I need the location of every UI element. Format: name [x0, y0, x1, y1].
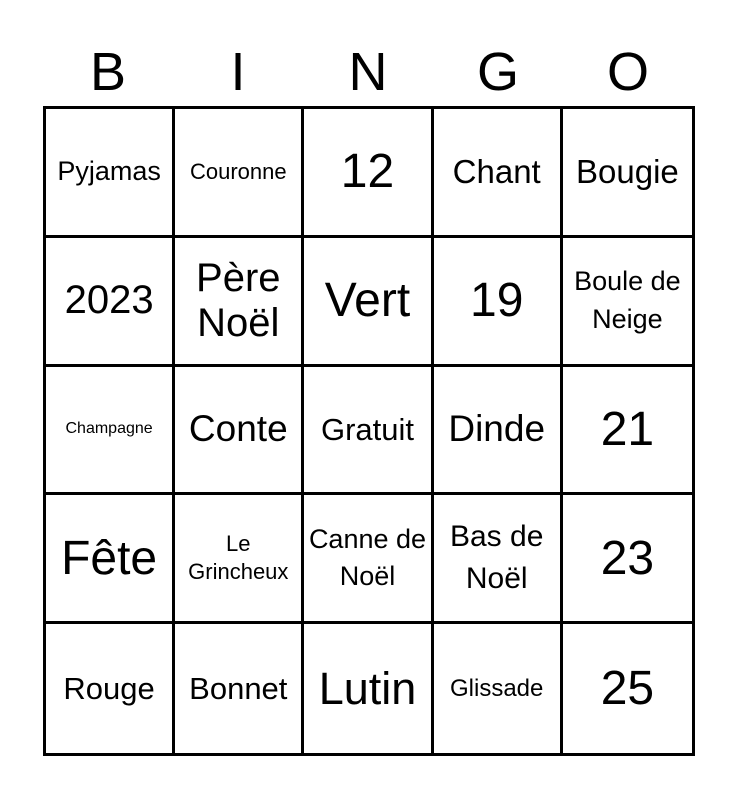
header-letter-b: B [89, 42, 127, 102]
bingo-cell-r3c1[interactable]: Champagne [46, 367, 175, 496]
header-letter-g: G [476, 42, 519, 102]
bingo-cell-r1c2[interactable]: Couronne [175, 109, 304, 238]
bingo-header [43, 40, 695, 104]
bingo-cell-r5c2[interactable]: Bonnet [175, 624, 304, 753]
bingo-cell-r5c4[interactable]: Glissade [434, 624, 563, 753]
header-letter-n: N [348, 42, 388, 102]
bingo-cell-r1c1[interactable]: Pyjamas [46, 109, 175, 238]
bingo-cell-r2c3[interactable]: Vert [304, 238, 433, 367]
bingo-cell-r5c5[interactable]: 25 [600, 662, 655, 715]
bingo-cell-r3c4[interactable]: Dinde [434, 367, 563, 496]
bingo-cell-r4c3[interactable]: Canne de Noël [304, 495, 433, 624]
bingo-cell-r2c2[interactable]: Père Noël [175, 238, 304, 367]
bingo-cell-r4c2[interactable]: Le Grincheux [175, 495, 304, 624]
bingo-board [43, 106, 695, 756]
header-letter-o: O [606, 42, 649, 102]
bingo-cell-r3c2[interactable]: Conte [175, 367, 304, 496]
bingo-cell-r4c5[interactable]: 23 [563, 495, 692, 624]
bingo-cell-r2c5[interactable]: Boule de Neige [563, 238, 692, 367]
bingo-cell-r3c5[interactable]: 21 [563, 367, 692, 496]
bingo-cell-r2c1[interactable]: 2023 [46, 238, 175, 367]
bingo-cell-r2c4[interactable]: 19 [434, 238, 563, 367]
header-letter-i: I [230, 42, 246, 102]
bingo-cell-r1c4[interactable]: Chant [434, 109, 563, 238]
bingo-cell-r5c3[interactable]: Lutin [304, 624, 433, 753]
bingo-cell-r5c1[interactable]: Rouge [46, 624, 175, 753]
bingo-cell-r4c4[interactable]: Bas de Noël [434, 495, 563, 624]
bingo-cell-r3c3[interactable]: Gratuit [304, 367, 433, 496]
bingo-cell-r4c1[interactable]: Fête [46, 495, 175, 624]
bingo-cell-r1c5[interactable]: Bougie [563, 109, 692, 238]
bingo-cell-r1c3[interactable]: 12 [304, 109, 433, 238]
